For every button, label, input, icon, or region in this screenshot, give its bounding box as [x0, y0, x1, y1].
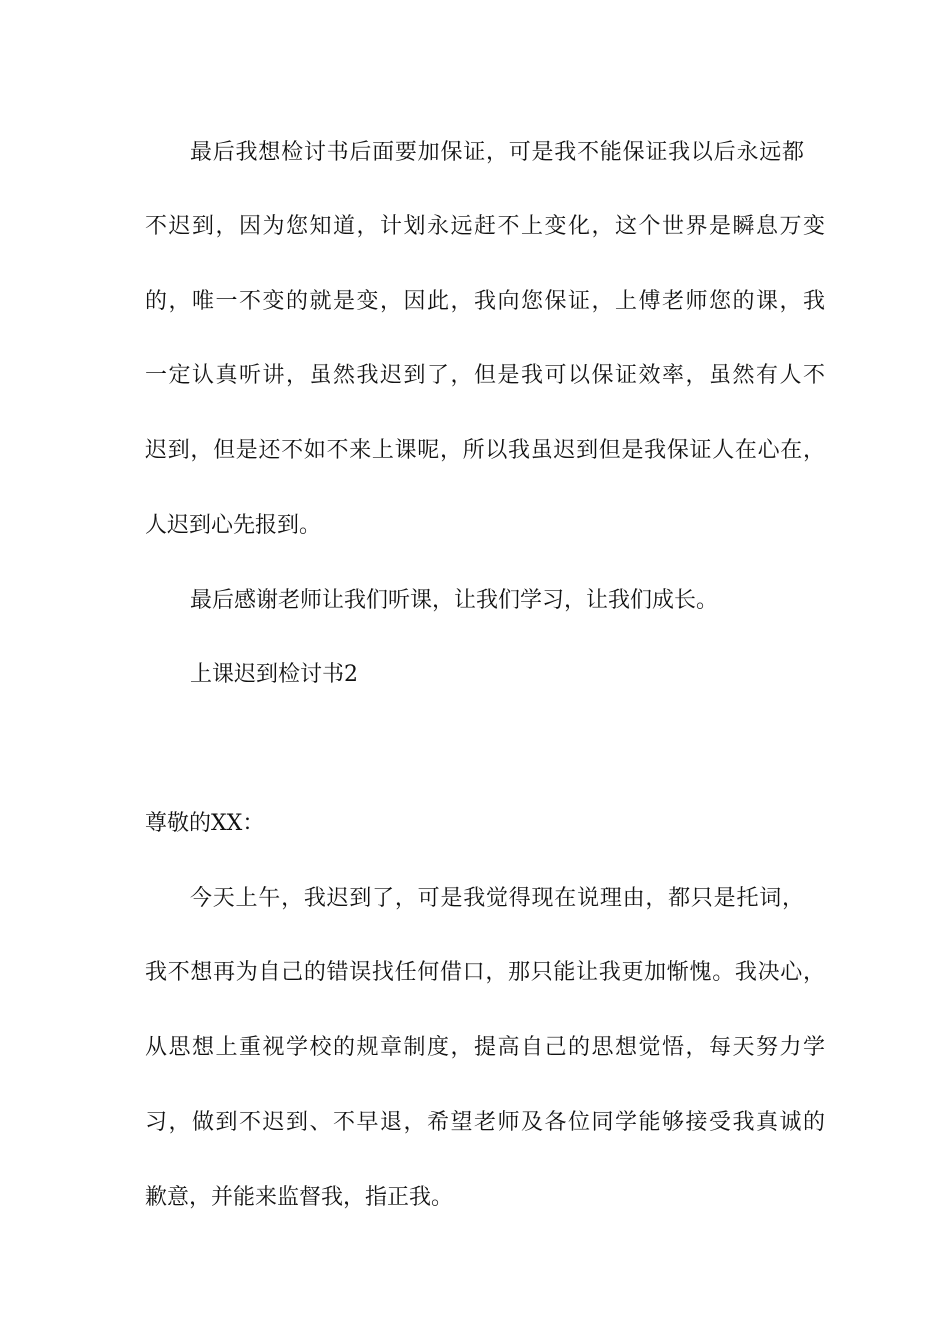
- paragraph-3-line-3: 从思想上重视学校的规章制度，提高自己的思想觉悟，每天努力学: [145, 1035, 825, 1060]
- paragraph-1-line-3: 的，唯一不变的就是变，因此，我向您保证，上傅老师您的课，我: [145, 289, 825, 314]
- paragraph-3-line-2: 我不想再为自己的错误找任何借口，那只能让我更加惭愧。我决心，: [145, 960, 825, 985]
- paragraph-1-line-2: 不迟到，因为您知道，计划永远赶不上变化，这个世界是瞬息万变: [145, 214, 825, 239]
- paragraph-1-line-1: 最后我想检讨书后面要加保证，可是我不能保证我以后永远都: [190, 140, 804, 165]
- paragraph-1-line-6: 人迟到心先报到。: [145, 513, 322, 538]
- paragraph-1-line-5: 迟到，但是还不如不来上课呢，所以我虽迟到但是我保证人在心在，: [145, 438, 825, 463]
- paragraph-3-line-1: 今天上午，我迟到了，可是我觉得现在说理由，都只是托词，: [190, 886, 804, 911]
- paragraph-2: 最后感谢老师让我们听课，让我们学习，让我们成长。: [190, 588, 719, 613]
- section-title: 上课迟到检讨书2: [190, 662, 358, 687]
- paragraph-3-line-4: 习，做到不迟到、不早退，希望老师及各位同学能够接受我真诚的: [145, 1110, 825, 1135]
- salutation: 尊敬的XX：: [145, 811, 265, 836]
- paragraph-3-line-5: 歉意，并能来监督我，指正我。: [145, 1185, 454, 1210]
- paragraph-1-line-4: 一定认真听讲，虽然我迟到了，但是我可以保证效率，虽然有人不: [145, 363, 825, 388]
